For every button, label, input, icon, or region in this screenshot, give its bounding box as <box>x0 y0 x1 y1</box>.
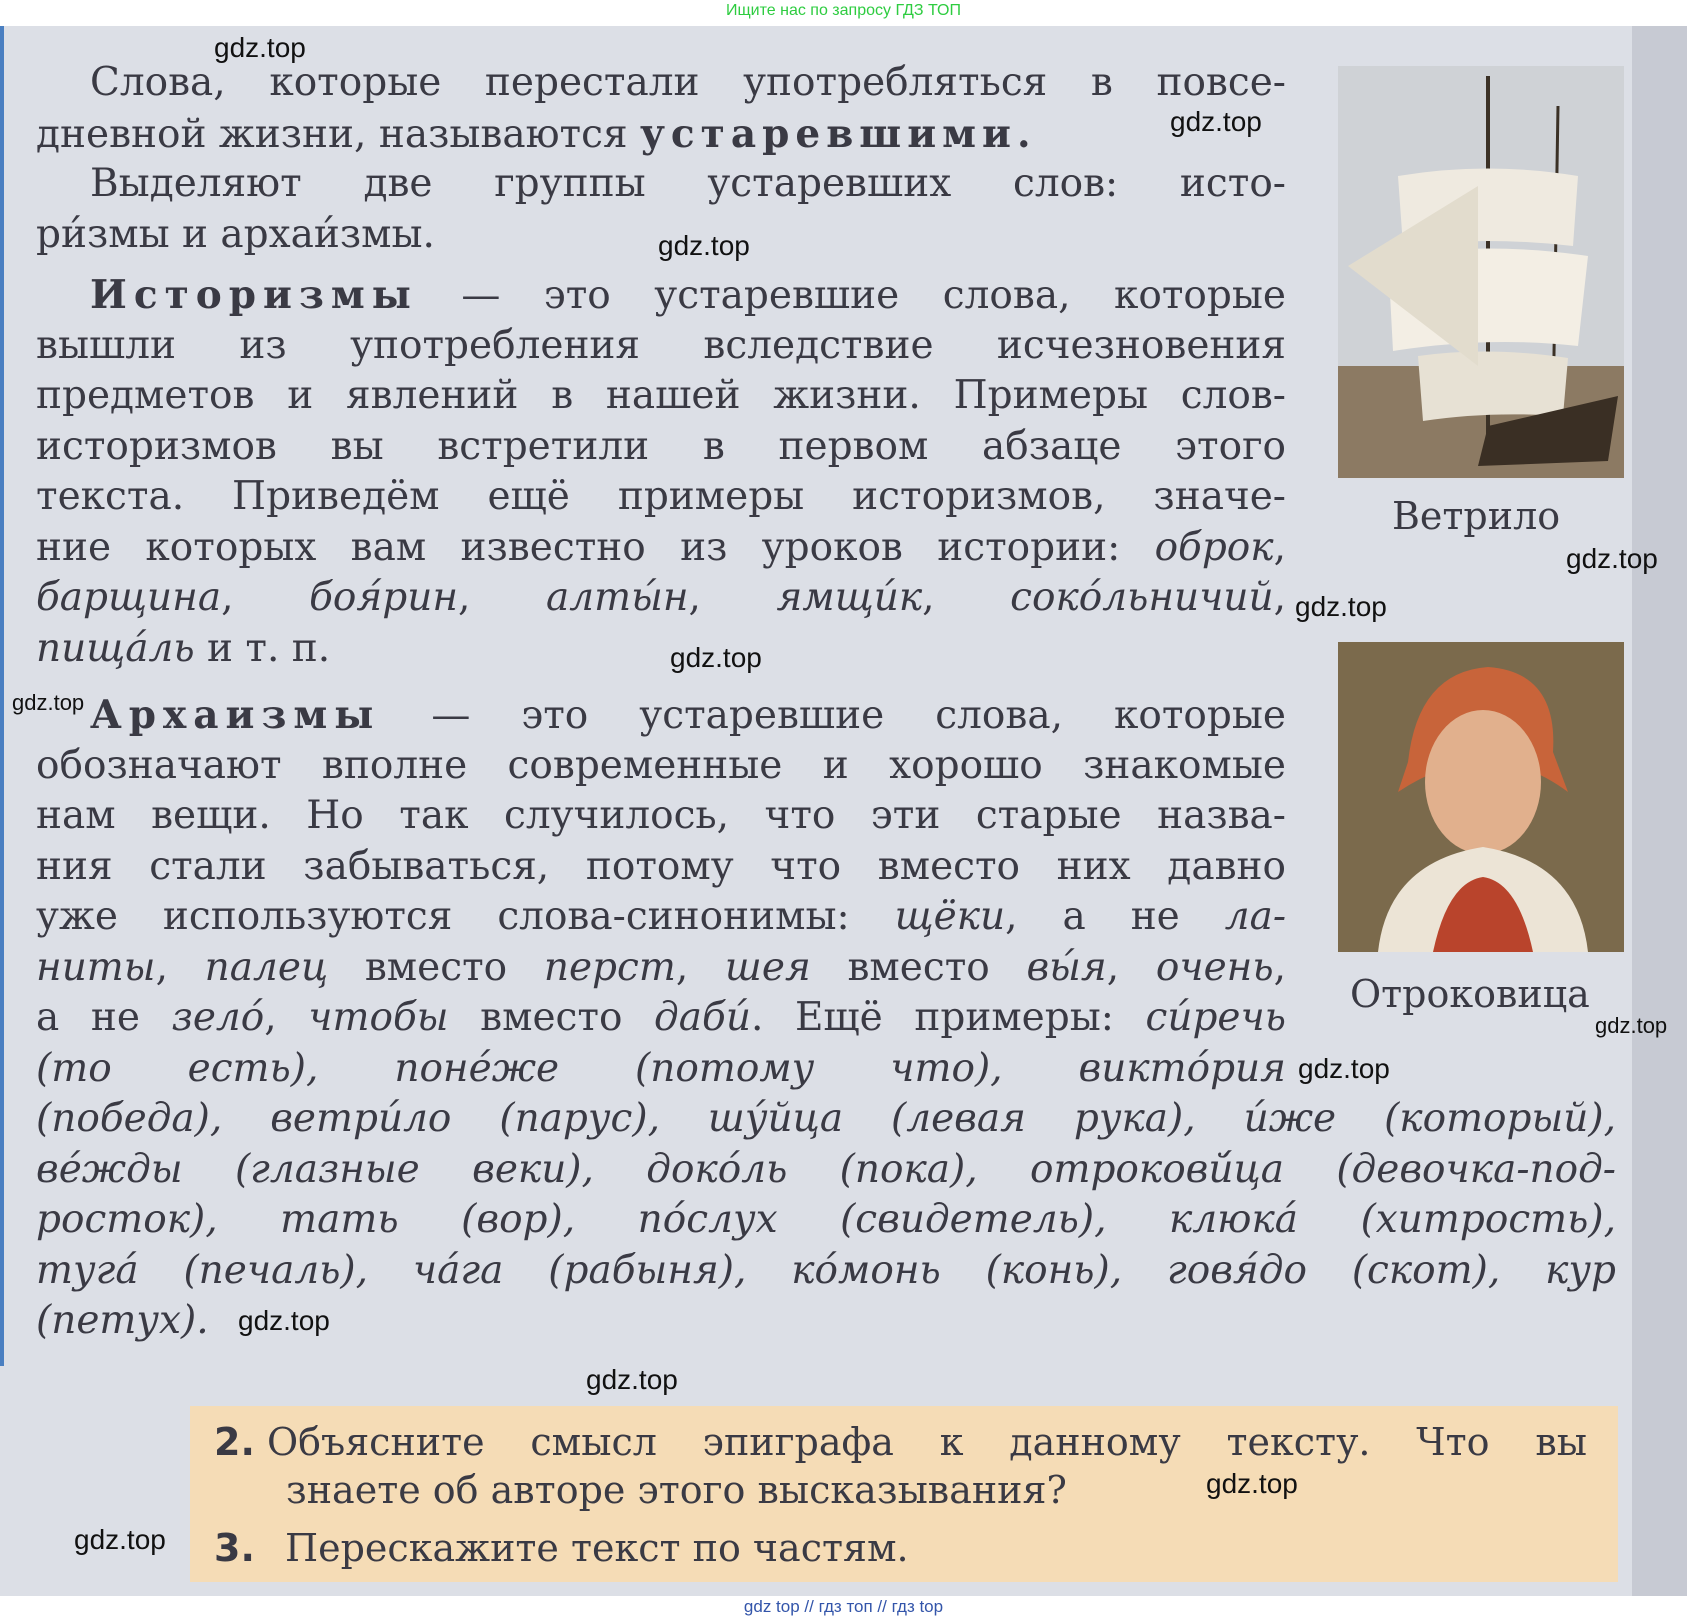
text-line: текста. Приведём ещё примеры историзмов, значе- <box>36 474 1286 519</box>
task-2-line-2: знаете об авторе этого высказывания? <box>286 1468 1067 1512</box>
watermark: gdz.top <box>1295 591 1387 622</box>
watermark: gdz.top <box>214 32 306 63</box>
text-line: барщина, боя́рин, алты́н, ямщи́к, соко́льничий, <box>36 575 1287 620</box>
task-2-line-1 <box>214 1418 1596 1466</box>
watermark: gdz.top <box>1595 1013 1668 1038</box>
text-line: Слова, которые перестали употребляться в повсе- <box>90 60 1286 105</box>
term-historisms: Историзмы <box>90 272 418 318</box>
text-line: предметов и явлений в нашей жизни. Примеры слов- <box>36 373 1286 418</box>
historisms-paragraph <box>36 270 1286 674</box>
watermark: gdz.top <box>1170 106 1262 137</box>
task-text: Перескажите текст по частям. <box>284 1526 909 1570</box>
text-line: росток), тать (вор), по́слух (свидетель), клюка́ (хитрость), <box>36 1197 1616 1242</box>
girl-portrait <box>1338 642 1624 952</box>
watermark: gdz.top <box>238 1305 330 1336</box>
text-line: уже используются слова-синонимы: щёки, а не ла- <box>36 894 1286 939</box>
text-line: пища́ль и т. п. <box>36 625 331 671</box>
watermark: gdz.top <box>670 642 762 673</box>
text-line: Архаизмы — это устаревшие слова, которые <box>90 692 1286 738</box>
text-line: а не зело́, чтобы вместо даби́. Ещё примеры: си́речь <box>36 995 1286 1040</box>
task-3-line <box>214 1524 909 1572</box>
text-line: вышли из употребления вследствие исчезновения <box>36 322 1286 368</box>
watermark: gdz.top <box>586 1364 678 1395</box>
text-line: Историзмы — это устаревшие слова, которые <box>90 272 1286 318</box>
ship-caption: Ветрило <box>1392 494 1561 538</box>
keyword-ustarevshimi: устаревшими. <box>639 110 1037 157</box>
text-line: ниты, палец вместо перст, шея вместо вы́я, очень, <box>36 944 1286 990</box>
page-right-margin <box>1632 26 1687 1596</box>
text-line: ри́змы и архаи́змы. <box>36 211 435 257</box>
text-line: ве́жды (глазные веки), доко́ль (пока), отроковй́ца (девочка-под- <box>36 1146 1616 1192</box>
task-number: 3. <box>214 1526 255 1570</box>
girl-caption: Отроковица <box>1350 972 1590 1016</box>
text-line: туга́ (печаль), ча́га (рабыня), ко́монь (конь), говя́до (скот), кур <box>36 1247 1616 1293</box>
term-archaisms: Архаизмы <box>90 692 381 738</box>
text-line: нам вещи. Но так случилось, что эти старые назва- <box>36 793 1286 838</box>
text-line: (петух). <box>36 1298 209 1343</box>
watermark: gdz.top <box>12 690 85 715</box>
watermark: gdz.top <box>658 230 750 261</box>
sailing-ship-picture <box>1338 66 1624 478</box>
text-line: Выделяют две группы устаревших слов: исто- <box>90 161 1286 206</box>
footer-links[interactable]: gdz top // гдз топ // гдз top <box>743 1597 944 1616</box>
task-text: Объясните смысл эпиграфа к данному тексту. Что вы <box>266 1420 1587 1464</box>
top-banner[interactable]: Ищите нас по запросу ГДЗ ТОП <box>726 2 961 19</box>
text-line: ния стали забываться, потому что вместо них давно <box>36 843 1286 889</box>
watermark: gdz.top <box>1206 1468 1298 1499</box>
task-number: 2. <box>214 1420 255 1464</box>
watermark: gdz.top <box>1566 543 1658 574</box>
text-line: дневной жизни, называются устаревшими. <box>36 110 1037 157</box>
ship-illustration <box>1338 66 1624 478</box>
girl-portrait-picture <box>1338 642 1624 952</box>
watermark: gdz.top <box>1298 1053 1390 1084</box>
text-line: ние которых вам известно из уроков истории: оброк, <box>36 524 1286 570</box>
page-edge-stripe <box>0 26 4 1366</box>
text-line: обозначают вполне современные и хорошо знакомые <box>36 742 1286 788</box>
watermark: gdz.top <box>74 1524 166 1555</box>
text-line: историзмов вы встретили в первом абзаце этого <box>36 423 1286 469</box>
text-line: (то есть), поне́же (потому что), викто́рия <box>36 1045 1286 1091</box>
text-line: (победа), ветри́ло (парус), шу́йца (левая рука), и́же (который), <box>36 1096 1616 1141</box>
